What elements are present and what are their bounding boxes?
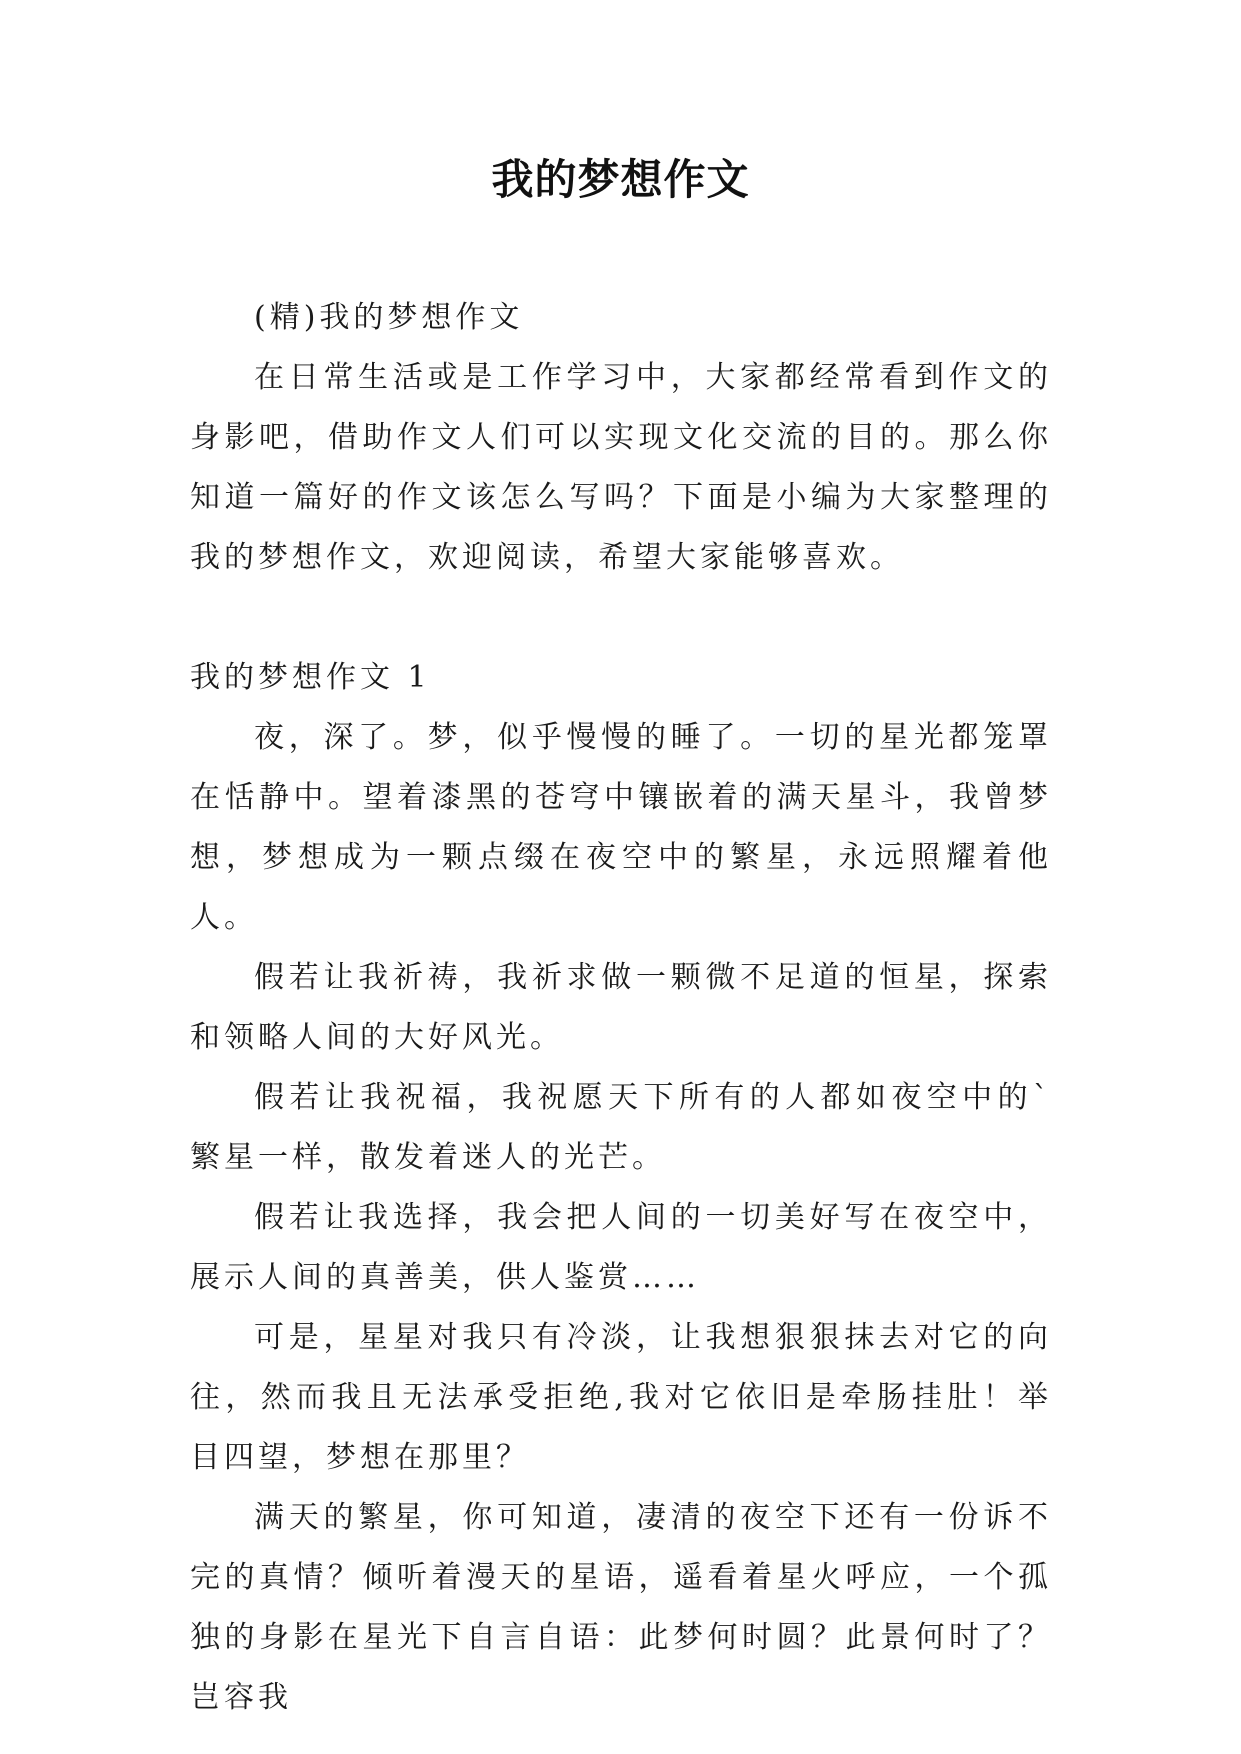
intro-paragraph: 在日常生活或是工作学习中，大家都经常看到作文的身影吧，借助作文人们可以实现文化交流的目的。那么你知道一篇好的作文该怎么写吗？下面是小编为大家整理的我的梦想作文，欢迎阅读，希望大家能够喜欢。 xyxy=(190,360,1052,575)
body-paragraph: 假若让我选择，我会把人间的一切美好写在夜空中，展示人间的真善美，供人鉴赏…… xyxy=(190,1200,1052,1295)
body-paragraph: 满天的繁星，你可知道，凄清的夜空下还有一份诉不完的真情？倾听着漫天的星语，遥看着星火呼应，一个孤独的身影在星光下自言自语：此梦何时圆？此景何时了？岂容我 xyxy=(190,1500,1052,1715)
body-paragraph: 夜，深了。梦，似乎慢慢的睡了。一切的星光都笼罩在恬静中。望着漆黑的苍穹中镶嵌着的满天星斗，我曾梦想，梦想成为一颗点缀在夜空中的繁星，永远照耀着他人。 xyxy=(190,720,1052,935)
section-spacer xyxy=(190,588,1052,648)
body-paragraph: 假若让我祝福，我祝愿天下所有的人都如夜空中的`繁星一样，散发着迷人的光芒。 xyxy=(190,1080,1052,1175)
section-heading: 我的梦想作文 1 xyxy=(190,660,431,695)
document-body xyxy=(190,288,1052,1728)
body-paragraph: 可是，星星对我只有冷淡，让我想狠狠抹去对它的向往，然而我且无法承受拒绝,我对它依旧是牵肠挂肚！举目四望，梦想在那里？ xyxy=(190,1320,1052,1475)
document-title: 我的梦想作文 xyxy=(491,155,750,204)
body-paragraph: 假若让我祈祷，我祈求做一颗微不足道的恒星，探索和领略人间的大好风光。 xyxy=(190,960,1052,1055)
subtitle-line: (精)我的梦想作文 xyxy=(254,300,524,335)
